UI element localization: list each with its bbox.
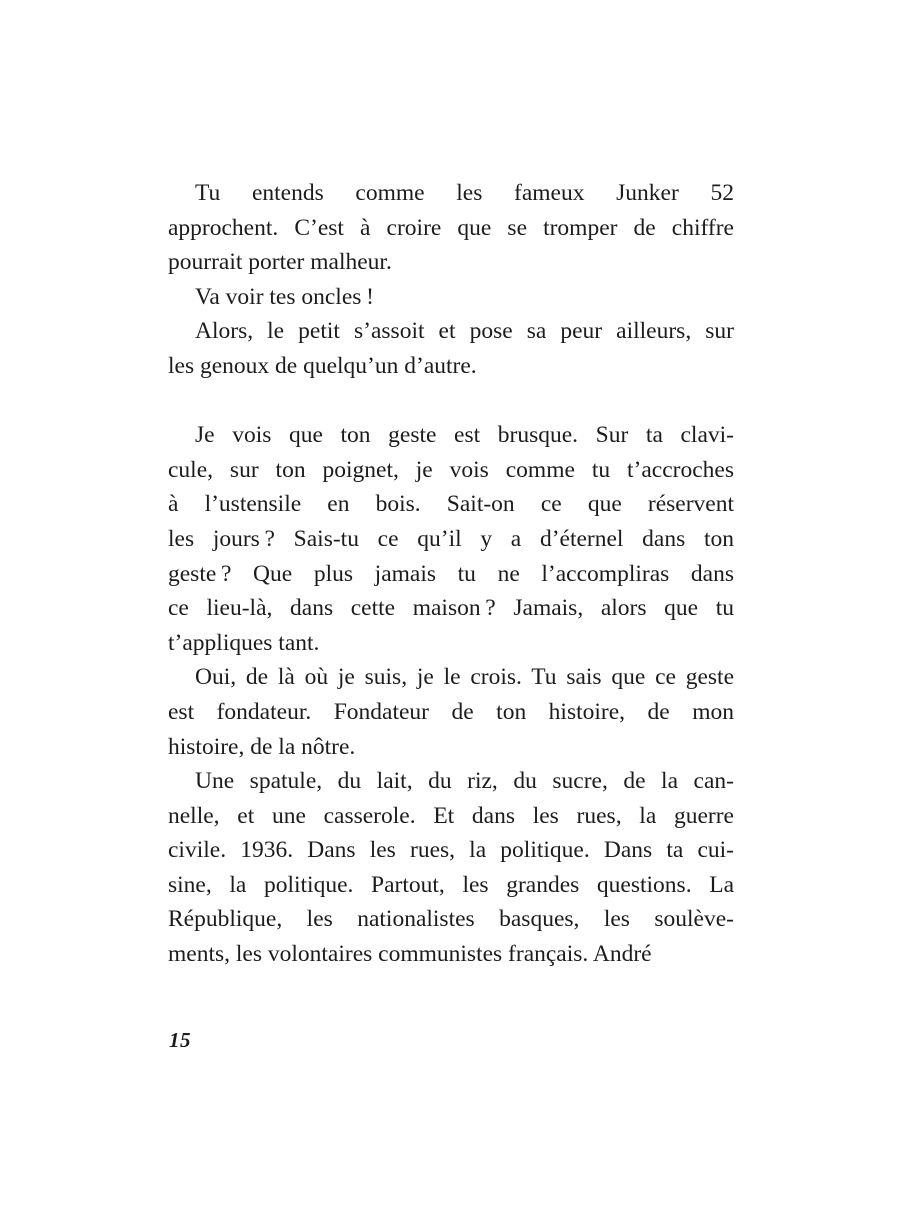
text-line: les genoux de quelqu’un d’autre. [168,352,477,379]
text-line: cule, sur ton poignet, je vois comme tu t’accroches [168,456,734,483]
text-line: à l’ustensile en bois. Sait-on ce que réservent [168,491,734,518]
text-line: Tu entends comme les fameux Junker 52 [195,180,734,206]
text-line: ce lieu-là, dans cette maison ? Jamais, alors que tu [168,595,734,622]
text-line: t’appliques tant. [168,629,320,656]
paragraph [168,660,734,764]
text-line: nelle, et une casserole. Et dans les rues, la guerre [168,802,734,829]
text-line: Une spatule, du lait, du riz, du sucre, de la can- [195,768,734,795]
text-line: ments, les volontaires communistes français. André [168,941,652,968]
paragraph [168,418,734,660]
text-line: Va voir tes oncles ! [195,283,374,310]
text-line: Oui, de là où je suis, je le crois. Tu sais que ce geste [195,664,734,691]
page-number: 15 [169,1028,191,1052]
text-line: histoire, de la nôtre. [168,733,356,760]
paragraph [168,314,734,383]
text-line: République, les nationalistes basques, les soulève- [168,906,734,933]
paragraph [168,764,734,972]
paragraph [168,176,734,280]
text-line: geste ? Que plus jamais tu ne l’accompliras dans [168,560,734,587]
text-line: est fondateur. Fondateur de ton histoire, de mon [168,698,734,725]
paragraph [168,280,734,315]
text-block [168,176,734,972]
text-line: pourrait porter malheur. [168,249,392,276]
text-line: approchent. C’est à croire que se tromper de chiffre [168,214,734,241]
text-line: sine, la politique. Partout, les grandes questions. La [168,871,734,898]
text-line: Alors, le petit s’assoit et pose sa peur ailleurs, sur [195,318,734,345]
text-line: Je vois que ton geste est brusque. Sur ta clavi- [195,422,734,449]
text-line: civile. 1936. Dans les rues, la politique. Dans ta cui- [168,837,734,864]
text-line: les jours ? Sais-tu ce qu’il y a d’éternel dans ton [168,525,734,552]
